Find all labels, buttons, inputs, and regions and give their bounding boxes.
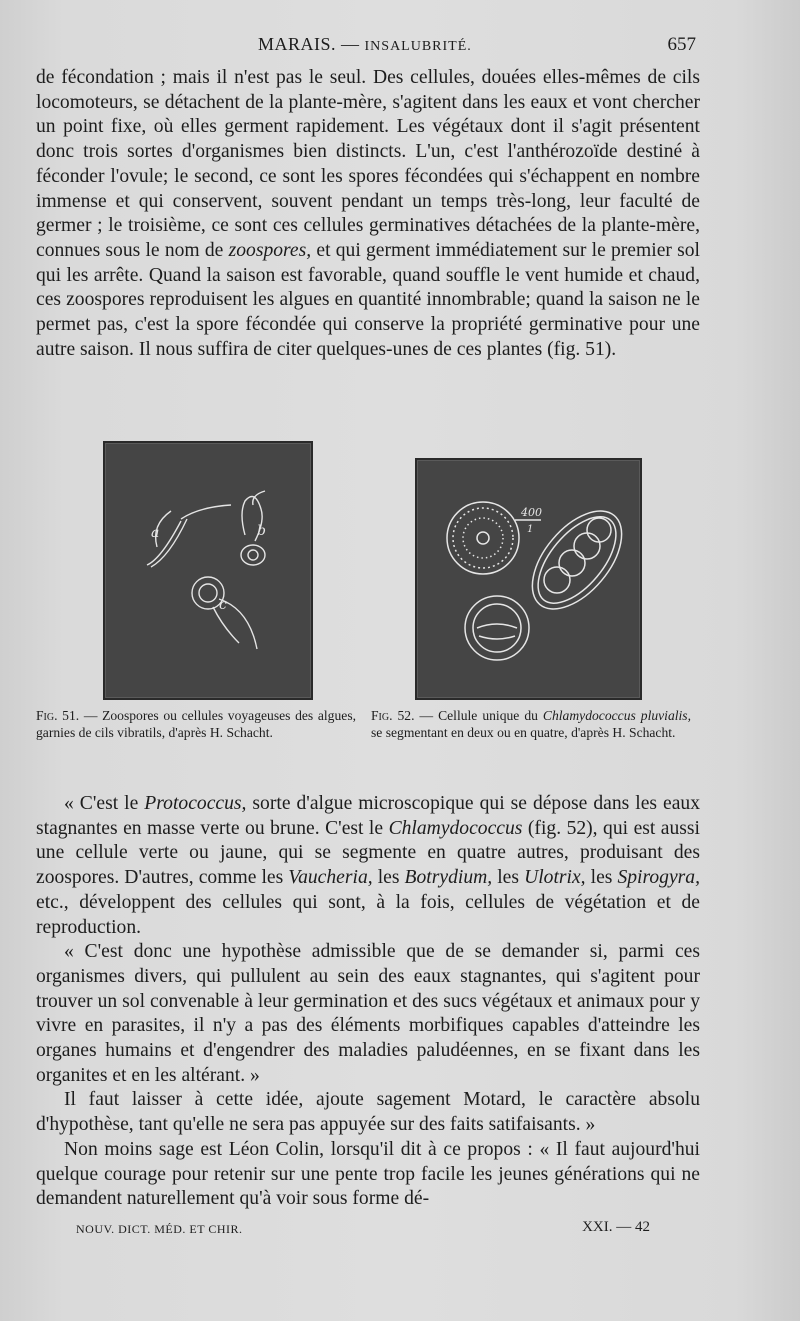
figure-51-caption-text: — Zoospores ou cellules voyageuses des algues, garnies de cils vibratils, d'après H. Schacht. xyxy=(36,708,357,740)
paragraph-2-text-3: (fig. 52), qui est aussi une cellule verte ou jaune, qui se segmente en quatre autres, produisant des zoospores. D'autres, comme les xyxy=(36,817,700,889)
chlamydococcus-illustration xyxy=(417,460,640,698)
paragraph-4: Il faut laisser à cette idée, ajoute sagement Motard, le caractère absolu d'hypothèse, tant qu'elle ne sera pas appuyée sur des faits satifaisants. » xyxy=(36,1089,700,1136)
figure-52-caption-italic: Chlamydococcus pluvialis, xyxy=(542,708,691,723)
paragraph-2-italic-6: Spirogyra, xyxy=(617,867,700,889)
paragraph-2-text-5: les xyxy=(497,867,519,889)
zoospores-illustration xyxy=(105,443,311,698)
paragraph-3: « C'est donc une hypothèse admissible que de se demander si, parmi ces organismes divers, qui pullulent au sein des eaux stagnantes, qui s'agitent pour trouver un sol convenable à leur germination et des sucs végétaux et animaux pour y vivre en parasites, il n'y a pas des éléments morbifiques capables d'atteindre les organes humains et d'engendrer des maladies paludéennes, en se fixant dans les organites et en les altérant. » xyxy=(36,941,700,1086)
paragraph-2-italic-3: Vaucheria, xyxy=(288,867,373,889)
paragraph-2 xyxy=(36,792,700,940)
figure-52-caption xyxy=(371,707,691,741)
footer-volume: XXI. — 42 xyxy=(582,1219,650,1235)
page-number: 657 xyxy=(667,34,696,55)
running-title xyxy=(258,34,472,55)
text-block-bottom xyxy=(36,792,700,1212)
figure-52-caption-text-a: — Cellule unique du xyxy=(419,708,538,723)
figure-52-scale-sub: 1 xyxy=(527,524,534,535)
paragraph-2-italic-4: Botrydium, xyxy=(404,867,493,889)
running-header xyxy=(36,34,700,58)
figure-52-caption-text-b: se segmentant en deux ou en quatre, d'après H. Schacht. xyxy=(371,725,676,740)
figure-51-caption xyxy=(36,707,356,741)
figure-52-caption-label: Fig. 52. xyxy=(371,708,415,723)
paragraph-1 xyxy=(36,66,700,362)
paragraph-2-text-2: sorte d'algue microscopique qui se dépose dans les eaux stagnantes en masse verte ou brune. C'est le xyxy=(36,793,700,839)
paragraph-2-text-1: « C'est le xyxy=(64,793,139,814)
running-title-small: INSALUBRITÉ. xyxy=(364,39,472,54)
footer-signature: NOUV. DICT. MÉD. ET CHIR. xyxy=(76,1222,243,1236)
paragraph-2-text-6: les xyxy=(590,867,613,889)
figure-51-image xyxy=(103,441,313,700)
figure-52-scale: 400 xyxy=(521,506,542,519)
paragraph-5: Non moins sage est Léon Colin, lorsqu'il dit à ce propos : « Il faut aujourd'hui quelque courage pour retenir sur une pente trop facile les jeunes générations qui ne demandent naturellement qu'à voir sous forme dé- xyxy=(36,1138,700,1210)
paragraph-2-italic-5: Ulotrix, xyxy=(524,867,586,889)
figure-51-label-b: b xyxy=(257,523,266,539)
paragraph-1-text-b: et qui germent immédiatement sur le premier sol qui les arrête. Quand la saison est favorable, quand souffle le vent humide et chaud, ces zoospores reproduisent les algues en quantité innombrable; quand la saison ne le permet pas, c'est la spore fécondée qui conserve la propriété germinative pour une autre saison. Il nous suffira de citer quelques-unes de ces plantes (fig. 51). xyxy=(36,239,700,360)
page-footer xyxy=(36,1219,700,1239)
paragraph-2-italic-1: Protococcus, xyxy=(144,793,247,814)
figure-51-caption-label: Fig. 51. xyxy=(36,708,80,723)
paragraph-1-italic: zoospores, xyxy=(228,239,312,261)
paragraph-2-text-7: etc., développent des cellules qui sont, à la fois, cellules de végétation et de reproduction. xyxy=(36,891,700,938)
figure-51-label-a: a xyxy=(151,525,160,541)
text-block-top xyxy=(36,66,700,362)
figure-52-image xyxy=(415,458,642,700)
paragraph-2-text-4: les xyxy=(377,867,400,889)
running-title-main: MARAIS. — xyxy=(258,34,360,54)
figure-51-label-c: c xyxy=(219,597,227,613)
paragraph-1-text-a: de fécondation ; mais il n'est pas le seul. Des cellules, douées elles-mêmes de cils locomoteurs, se détachent de la plante-mère, s'agitent dans les eaux et vont chercher un point fixe, où elles germent rapidement. Les végétaux dont il s'agit présentent donc trois sortes d'organismes bien distincts. L'un, c'est l'anthérozoïde destiné à féconder l'ovule; le second, ce sont les spores fécondées qui s'échappent en nombre immense et qui conservent, souvent pendant un temps très-long, leur faculté de germer ; le troisième, ce sont ces cellules germinatives détachées de la plante-mère, connues sous le nom de xyxy=(36,67,700,261)
paragraph-2-italic-2: Chlamydococcus xyxy=(388,817,523,839)
